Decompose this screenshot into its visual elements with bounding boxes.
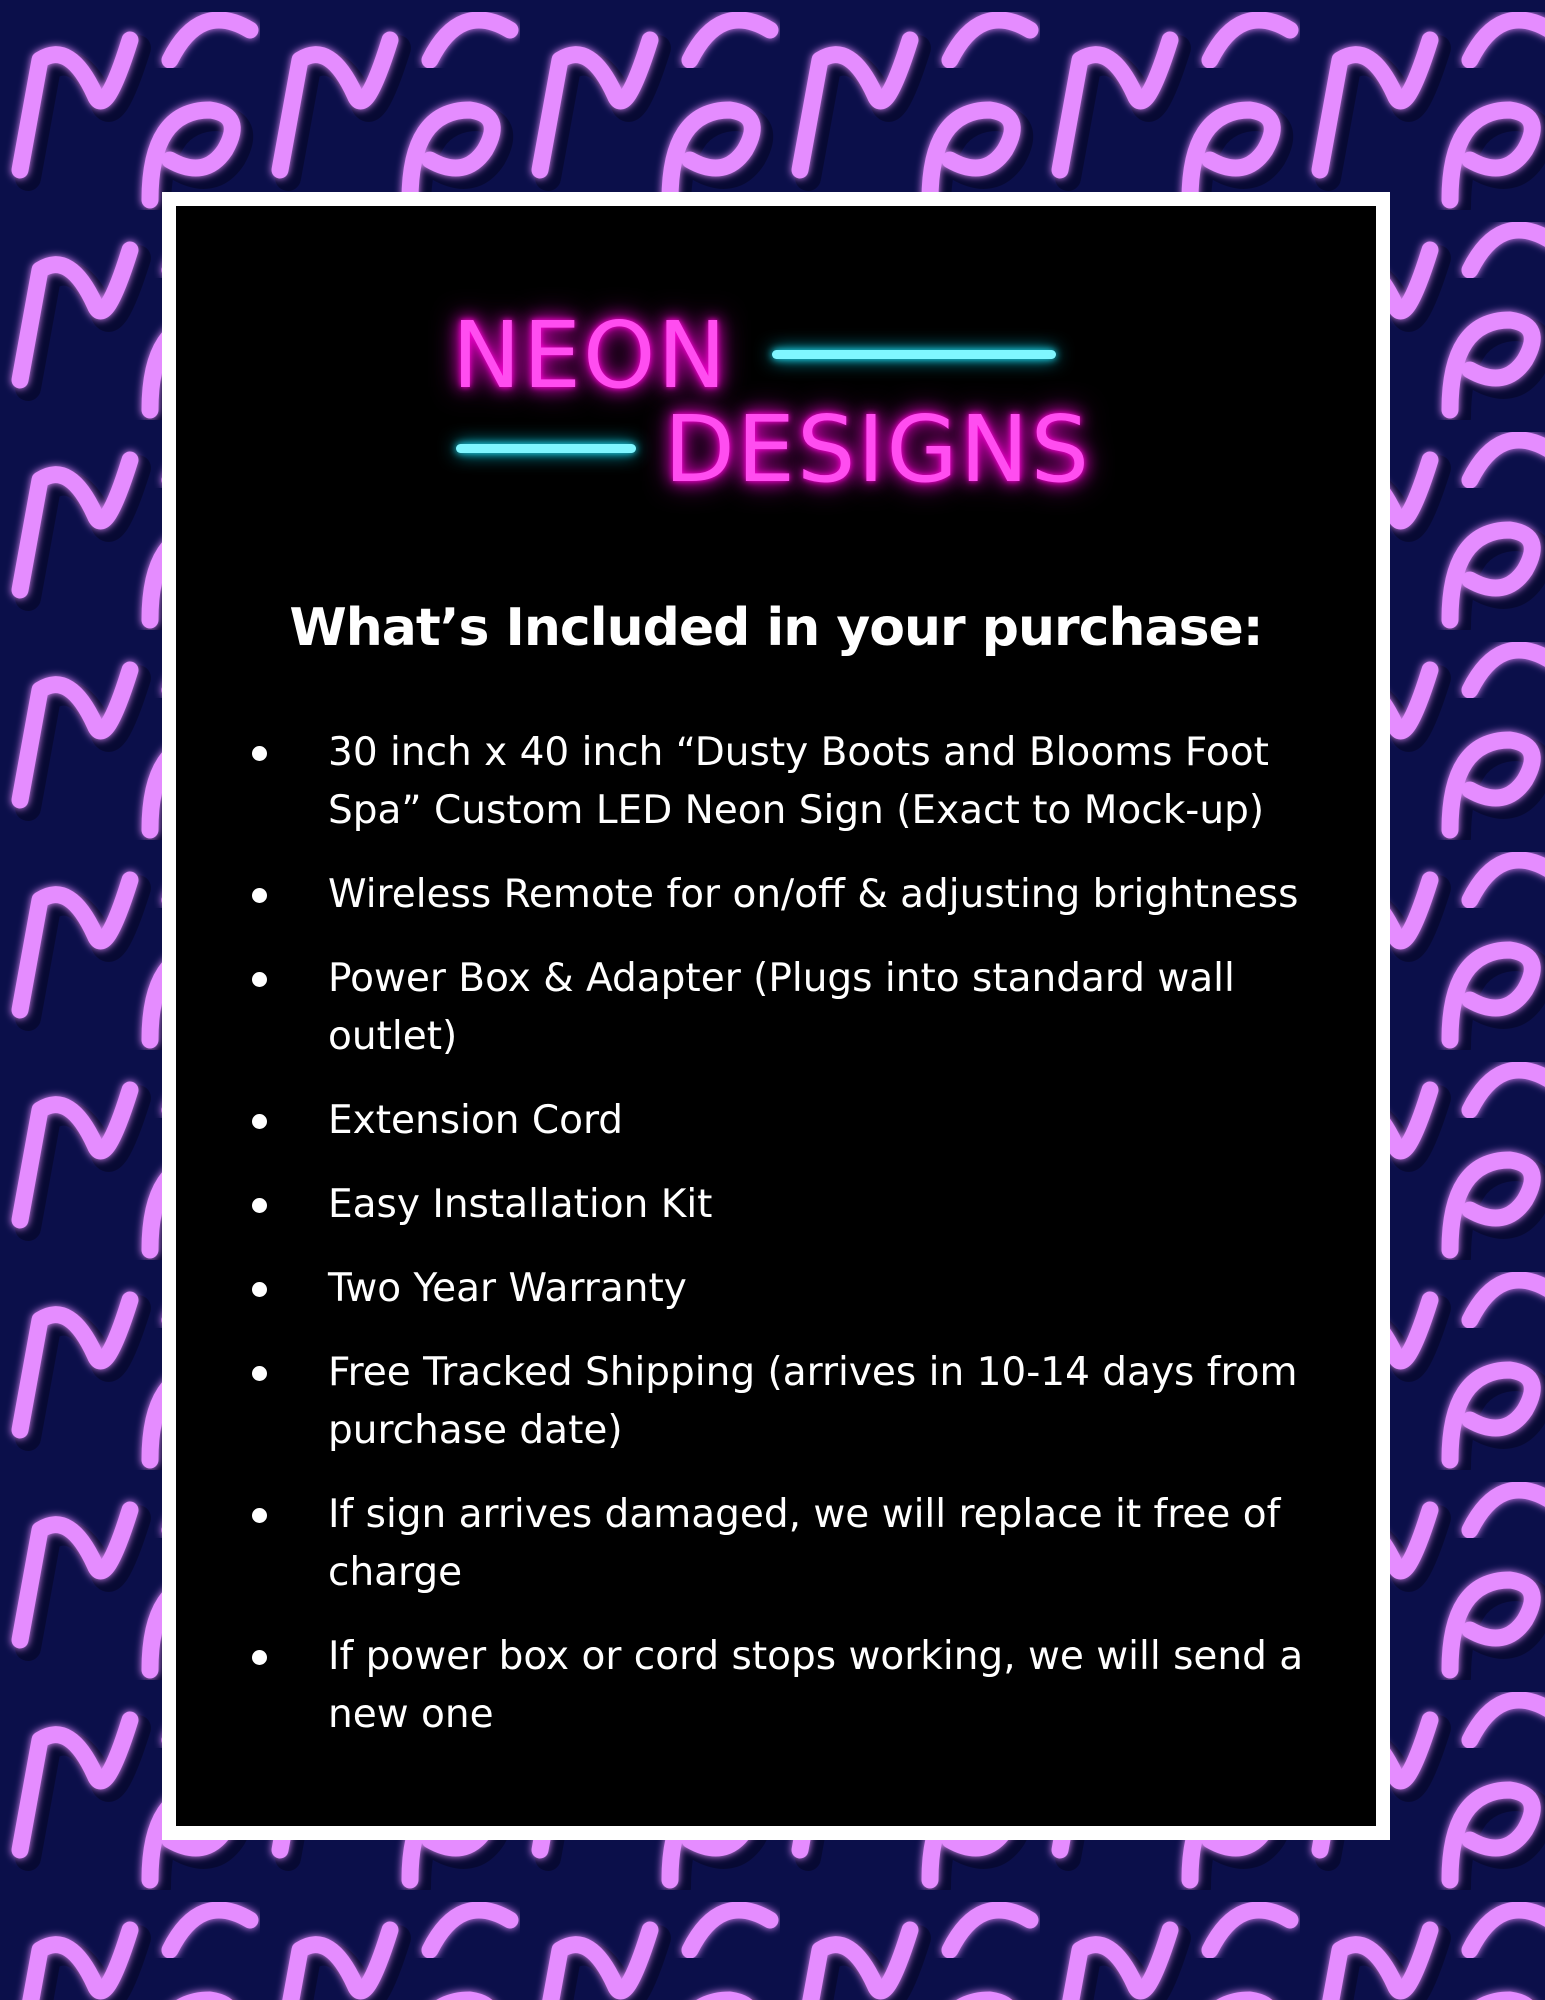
list-item-text: 30 inch x 40 inch “Dusty Boots and Blooms Foot Spa” Custom LED Neon Sign (Exact to Mock-up) [328,730,1269,833]
list-item-text: Free Tracked Shipping (arrives in 10-14 days from purchase date) [328,1350,1298,1453]
bullet-icon [252,888,267,903]
list-item-text: Wireless Remote for on/off & adjusting brightness [328,872,1299,917]
bullet-icon [252,1366,267,1381]
logo-neon-bar-top [772,350,1056,359]
included-items-list [238,724,1358,1770]
list-item-text: If sign arrives damaged, we will replace it free of charge [328,1492,1281,1595]
content-panel [162,192,1390,1840]
list-item-text: If power box or cord stops working, we will send a new one [328,1634,1304,1737]
list-item [238,1260,1358,1318]
bullet-icon [252,1508,267,1523]
list-item [238,724,1358,840]
list-item [238,1092,1358,1150]
logo-neon-text: NEON [452,302,729,409]
list-item-text: Extension Cord [328,1098,624,1143]
logo-neon-bar-bottom [456,444,636,453]
list-item [238,1344,1358,1460]
list-item [238,1486,1358,1602]
list-item [238,866,1358,924]
neon-designs-logo [452,302,1092,516]
bullet-icon [252,1114,267,1129]
list-item [238,1628,1358,1744]
list-item [238,1176,1358,1234]
bullet-icon [252,1650,267,1665]
bullet-icon [252,1282,267,1297]
content-panel-inner [176,206,1376,1826]
list-item [238,950,1358,1066]
logo-designs-text: DESIGNS [664,396,1092,503]
list-item-text: Two Year Warranty [328,1266,687,1311]
list-item-text: Power Box & Adapter (Plugs into standard wall outlet) [328,956,1235,1059]
list-item-text: Easy Installation Kit [328,1182,713,1227]
bullet-icon [252,746,267,761]
bullet-icon [252,972,267,987]
bullet-icon [252,1198,267,1213]
page-heading: What’s Included in your purchase: [289,598,1263,658]
